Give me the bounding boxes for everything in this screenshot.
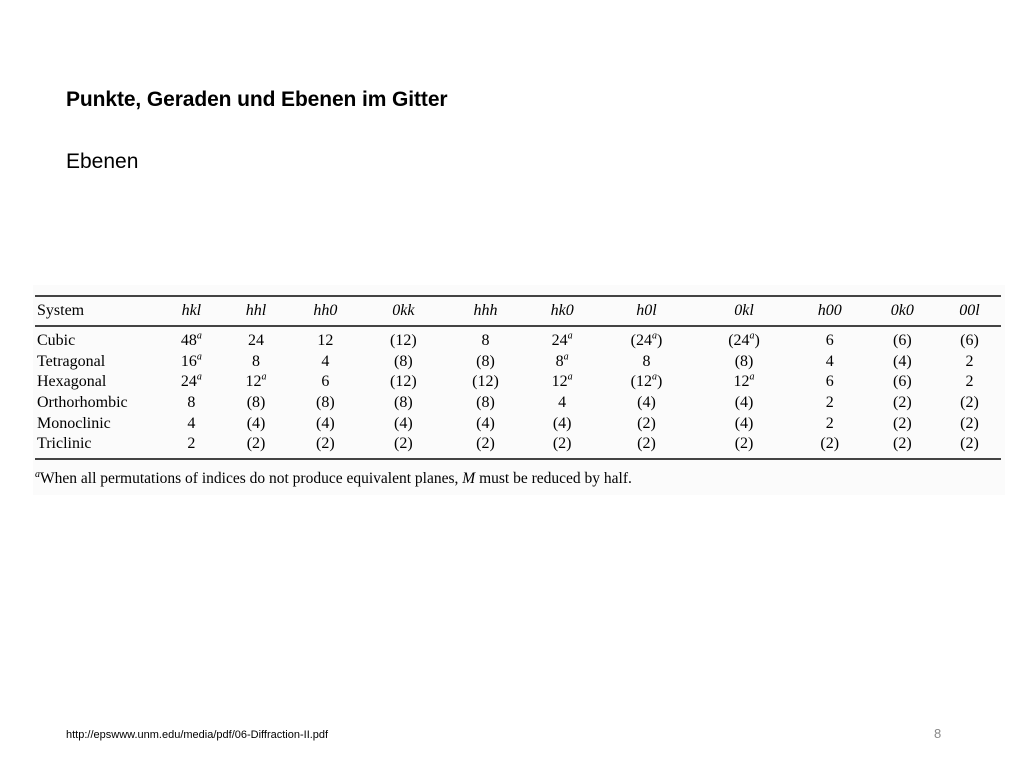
table-cell: (12$^a$) [630, 372, 663, 391]
table-cell: (12) [390, 332, 417, 350]
table-cell: 4 [321, 352, 330, 370]
table-cell: (8) [246, 394, 266, 412]
table-cell: (2) [695, 434, 793, 459]
table-cell: 4 [825, 352, 834, 370]
table-cell: (12) [472, 373, 499, 391]
row-system-label: Tetragonal [37, 352, 106, 370]
table-cell: (4) [637, 394, 656, 412]
table-cell: 24$^a$ [551, 330, 573, 350]
row-system-label: Monoclinic [37, 414, 111, 432]
table-cell: 6 [825, 373, 834, 391]
table-cell: 8 [481, 332, 490, 350]
table-cell: 16$^a$ [180, 351, 202, 370]
table-cell: 24 [248, 332, 265, 350]
table-cell: (4) [734, 394, 754, 412]
table-cell: (4) [476, 414, 495, 432]
table-cell: (2) [362, 434, 444, 459]
table-row [35, 413, 1001, 434]
table-cell: 2 [159, 434, 224, 459]
table-cell: 8 [187, 394, 196, 412]
source-url: http://epswww.unm.edu/media/pdf/06-Diffraction-II.pdf [66, 729, 329, 741]
table-cell: (6) [892, 373, 912, 391]
multiplicity-table-image [33, 285, 1005, 495]
table-cell: 2 [965, 352, 974, 370]
column-header: hk0 [527, 296, 598, 326]
column-header: 0kl [695, 296, 793, 326]
slide-title: Punkte, Geraden und Ebenen im Gitter [66, 88, 448, 111]
table-cell: (2) [892, 414, 912, 432]
table-cell: (2) [793, 434, 867, 459]
table-cell: (2) [867, 434, 938, 459]
table-cell: (24$^a$) [630, 330, 663, 350]
table-cell: 12$^a$ [551, 372, 573, 391]
column-header: hkl [159, 296, 224, 326]
table-cell: 12 [317, 332, 334, 350]
row-system-label: Orthorhombic [37, 394, 128, 412]
column-header: hhh [444, 296, 526, 326]
column-header: 00l [938, 296, 1001, 326]
footnote-marker: a [35, 468, 40, 480]
table-cell: 2 [825, 414, 834, 432]
table-cell: (8) [394, 352, 413, 370]
table-footnote [35, 470, 632, 488]
table-cell: 8$^a$ [555, 351, 569, 370]
table-cell: 48$^a$ [180, 330, 202, 350]
column-header: hhl [224, 296, 289, 326]
table-cell: 24$^a$ [180, 372, 202, 391]
footnote-text-end: must be reduced by half. [475, 470, 632, 487]
table-header-row [35, 296, 1001, 326]
row-system-label: Triclinic [35, 434, 159, 459]
table-cell: (6) [892, 332, 912, 350]
table-cell: (2) [960, 394, 979, 412]
table-cell: (8) [394, 394, 413, 412]
table-row [35, 352, 1001, 373]
table-cell: (2) [288, 434, 362, 459]
table-row [35, 326, 1001, 352]
table-cell: (2) [938, 434, 1001, 459]
column-header: System [35, 296, 159, 326]
table-cell: 8 [252, 352, 261, 370]
table-cell: 4 [558, 394, 567, 412]
table-cell: 12$^a$ [733, 372, 755, 391]
table-cell: (4) [552, 414, 572, 432]
table-cell: (4) [734, 414, 754, 432]
table-cell: (2) [637, 414, 656, 432]
table-row [35, 393, 1001, 414]
table-cell: 4 [187, 414, 196, 432]
table-cell: (12) [390, 373, 417, 391]
table-cell: (2) [527, 434, 598, 459]
table-cell: (2) [892, 394, 912, 412]
column-header: h00 [793, 296, 867, 326]
table-cell: (8) [476, 394, 495, 412]
table-cell: 8 [642, 352, 651, 370]
multiplicity-table [35, 295, 1001, 460]
table-cell: (2) [224, 434, 289, 459]
table-cell: (8) [316, 394, 335, 412]
table-row [35, 434, 1001, 459]
table-cell: (4) [892, 352, 912, 370]
row-system-label: Cubic [37, 332, 76, 350]
table-cell: (4) [394, 414, 413, 432]
table-cell: (8) [734, 352, 754, 370]
slide-subtitle: Ebenen [66, 150, 139, 173]
table-cell: (4) [316, 414, 335, 432]
table-cell: 2 [825, 394, 834, 412]
table-cell: 6 [321, 373, 330, 391]
table-cell: 12$^a$ [245, 372, 267, 391]
page-number: 8 [934, 726, 942, 741]
table-cell: (6) [960, 332, 979, 350]
table-cell: (2) [444, 434, 526, 459]
table-cell: 6 [825, 332, 834, 350]
column-header: hh0 [288, 296, 362, 326]
table-row [35, 372, 1001, 393]
table-cell: (4) [246, 414, 266, 432]
footnote-text: When all permutations of indices do not produce equivalent planes, [40, 470, 463, 487]
footnote-variable: M [462, 470, 476, 487]
table-cell: (24$^a$) [728, 330, 760, 350]
table-cell: (2) [960, 414, 979, 432]
table-cell: (8) [476, 352, 495, 370]
table-cell: 2 [965, 373, 974, 391]
column-header: h0l [598, 296, 696, 326]
table-body [35, 326, 1001, 459]
column-header: 0k0 [867, 296, 938, 326]
column-header: 0kk [362, 296, 444, 326]
row-system-label: Hexagonal [37, 373, 107, 391]
table-cell: (2) [598, 434, 696, 459]
